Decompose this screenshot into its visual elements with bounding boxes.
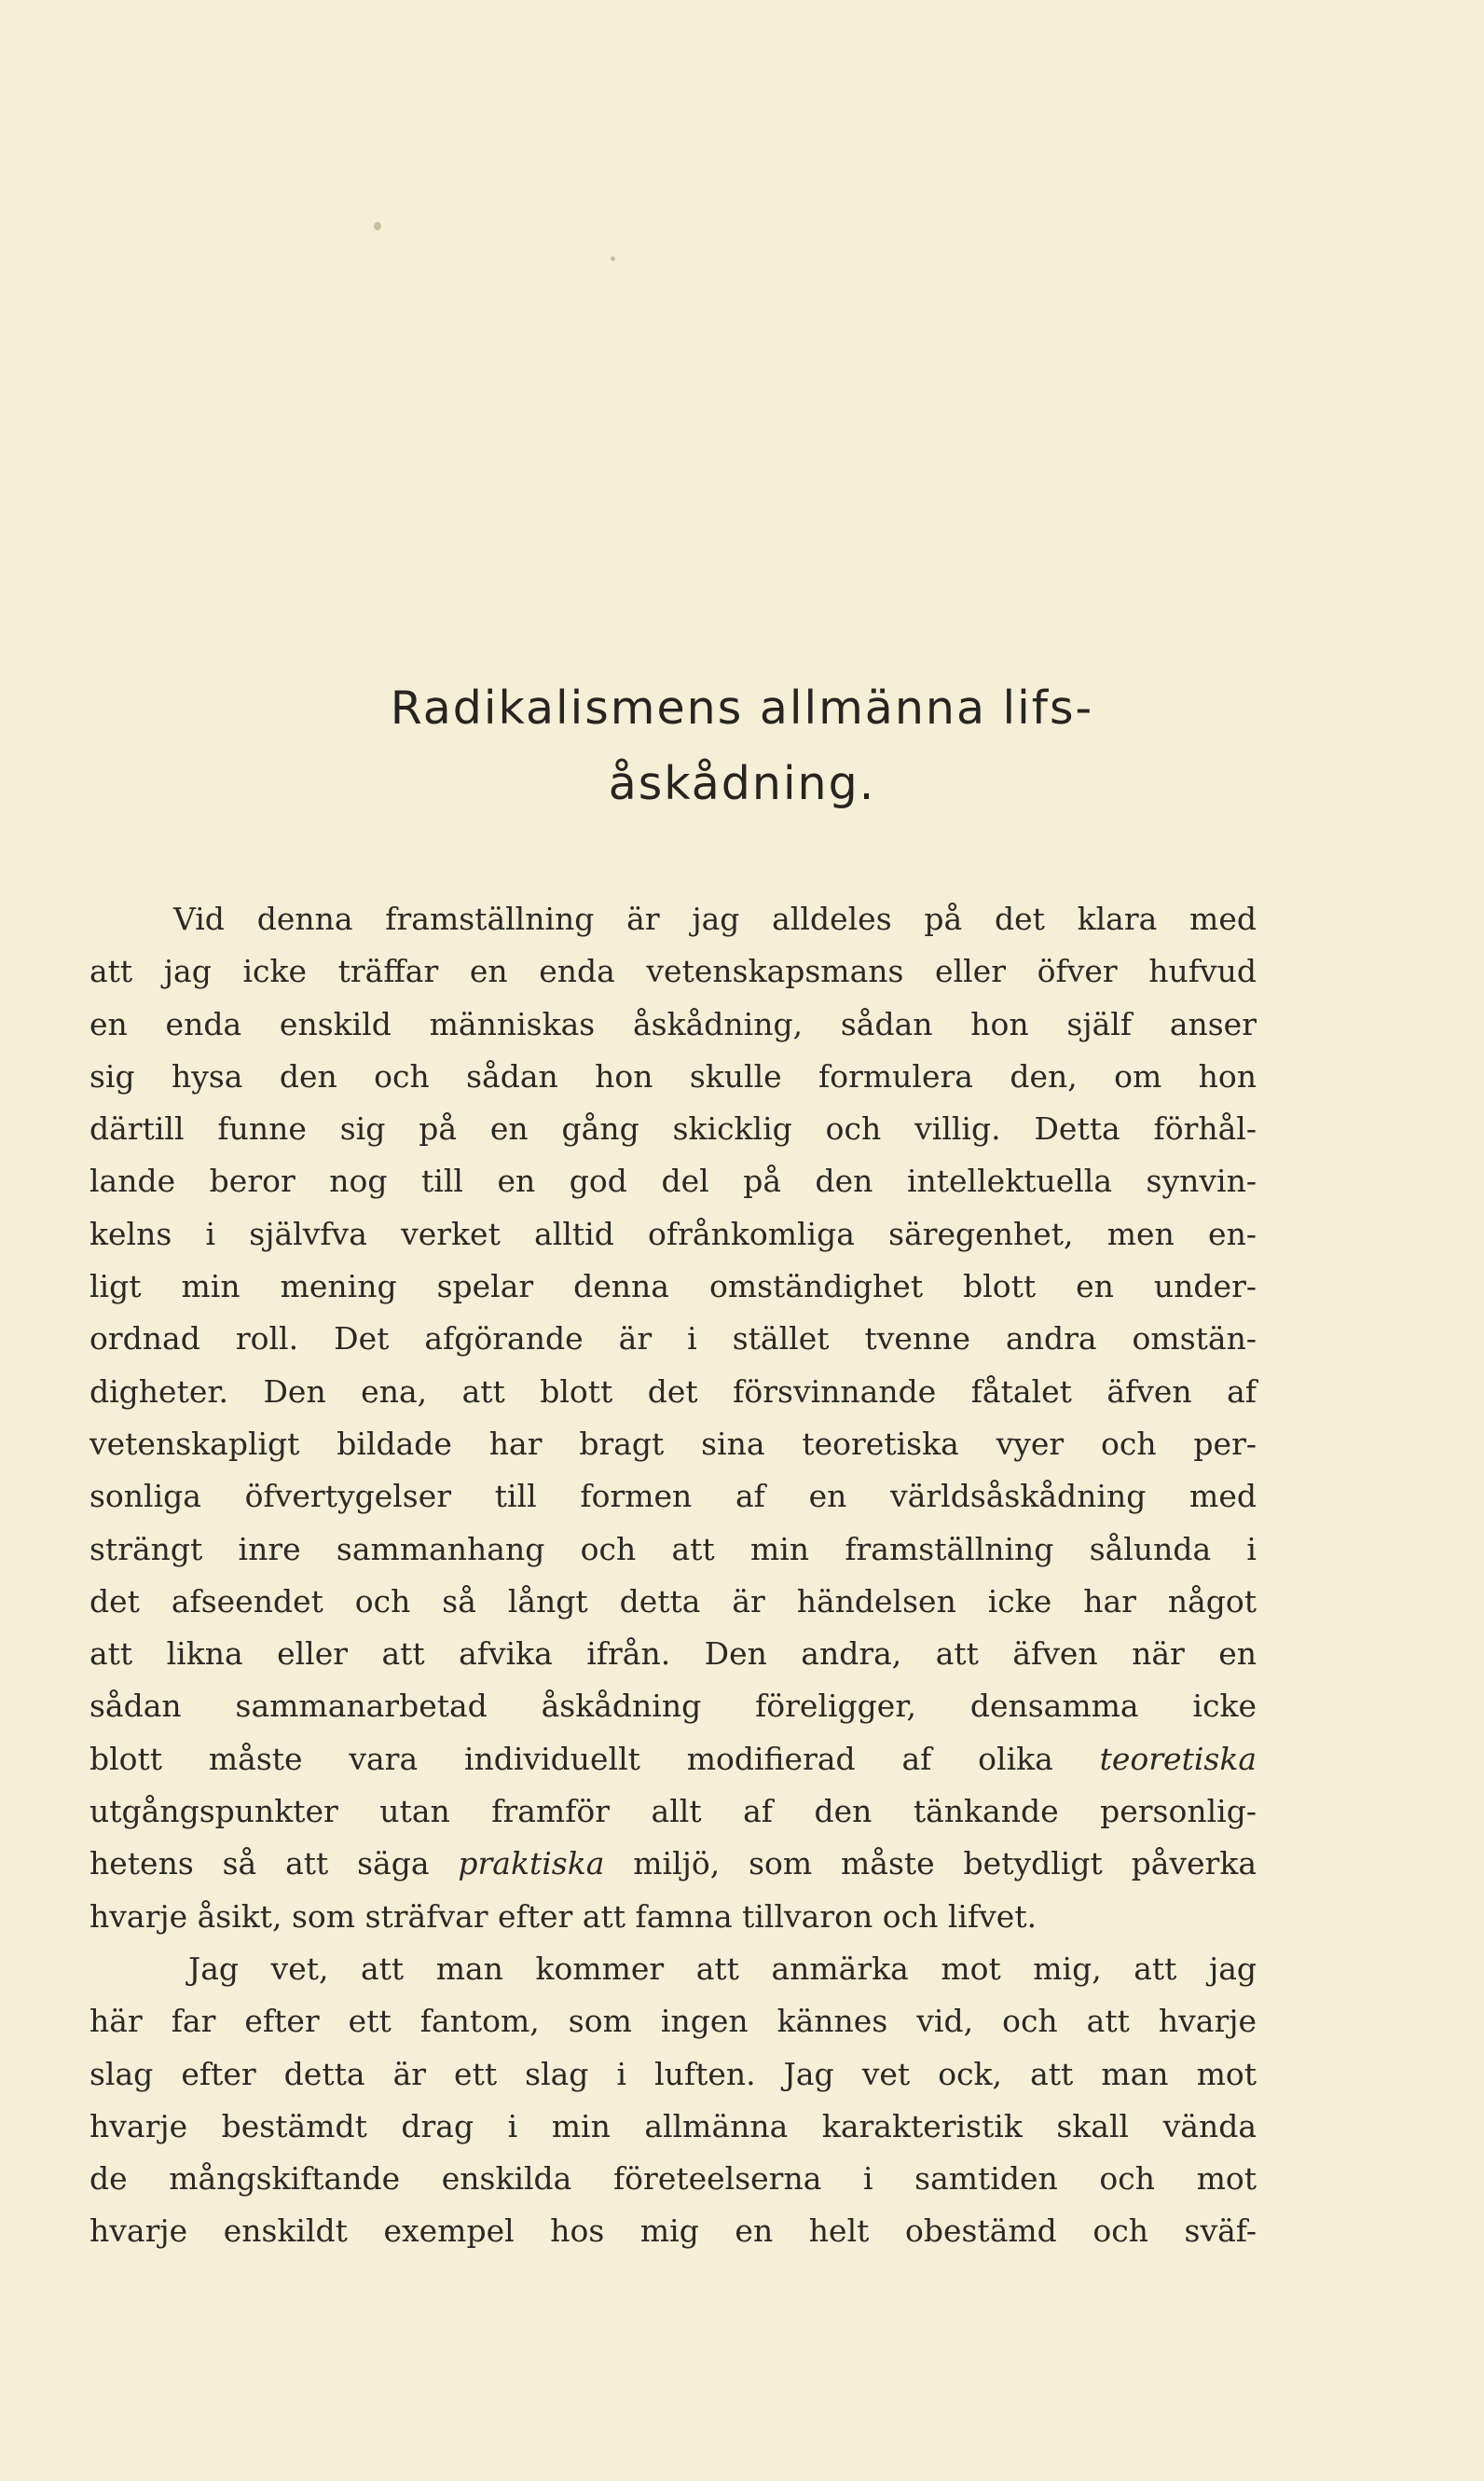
- text-segment: sådan sammanarbetad åskådning föreligger, densamma icke: [89, 1688, 1257, 1725]
- italic-word: teoretiska: [1099, 1740, 1257, 1777]
- text-segment: kelns i självfva verket alltid ofrånkomliga säregenhet, men en-: [89, 1215, 1257, 1252]
- text-line: [89, 2153, 1257, 2205]
- text-line: [89, 1733, 1257, 1785]
- text-segment: därtill funne sig på en gång skicklig och villig. Detta förhål-: [89, 1110, 1257, 1148]
- text-segment: Vid denna framställning är jag alldeles på det klara med: [173, 901, 1257, 937]
- text-line: [89, 999, 1257, 1051]
- text-line: [89, 1628, 1257, 1680]
- text-segment: de mångskiftande enskilda företeelserna i samtiden och mot: [89, 2160, 1257, 2198]
- text-segment: vetenskapligt bildade har bragt sina teoretiska vyer och per-: [89, 1425, 1257, 1462]
- text-segment: det afseendet och så långt detta är händelsen icke har något: [89, 1582, 1257, 1620]
- text-line: [89, 2101, 1257, 2153]
- text-line: [89, 1995, 1257, 2047]
- text-segment: slag efter detta är ett slag i luften. Jag vet ock, att man mot: [89, 2055, 1257, 2092]
- paragraph-1: [89, 893, 1257, 1943]
- text-line: [89, 1891, 1257, 1943]
- text-line: [89, 1261, 1257, 1313]
- text-segment: miljö, som måste betydligt påverka: [604, 1845, 1257, 1882]
- paragraph-2: [89, 1943, 1257, 2258]
- text-line: [89, 1838, 1257, 1890]
- text-segment: hvarje enskildt exempel hos mig en helt obestämd och sväf-: [89, 2212, 1257, 2250]
- text-line: [89, 2048, 1257, 2101]
- text-line: [89, 1785, 1257, 1838]
- text-segment: hvarje åsikt, som sträfvar efter att famna tillvaron och lifvet.: [89, 1897, 1037, 1935]
- text-line: [89, 1208, 1257, 1261]
- text-segment: sig hysa den och sådan hon skulle formulera den, om hon: [89, 1057, 1257, 1095]
- text-segment: ordnad roll. Det afgörande är i stället tvenne andra omstän-: [89, 1320, 1257, 1358]
- chapter-title-line-1: Radikalismens allmänna lifs-: [390, 682, 1094, 735]
- text-segment: att likna eller att afvika ifrån. Den andra, att äfven när en: [89, 1635, 1257, 1673]
- paper-spot: [374, 222, 381, 230]
- text-line: [89, 1313, 1257, 1365]
- text-line: [89, 1943, 1257, 1995]
- text-segment: en enda enskild människas åskådning, sådan hon själf anser: [89, 1005, 1257, 1042]
- text-line: [89, 1680, 1257, 1732]
- text-line: [89, 1103, 1257, 1155]
- text-segment: ligt min mening spelar denna omständighet blott en under-: [89, 1268, 1257, 1305]
- text-segment: blott måste vara individuellt modifierad af olika: [89, 1740, 1100, 1777]
- text-line: [89, 1470, 1257, 1523]
- text-segment: lande beror nog till en god del på den intellektuella synvin-: [89, 1163, 1257, 1200]
- text-line: [89, 1418, 1257, 1470]
- text-segment: digheter. Den ena, att blott det försvinnande fåtalet äfven af: [89, 1372, 1257, 1410]
- text-line: [89, 893, 1257, 945]
- text-line: [89, 1051, 1257, 1103]
- text-segment: Jag vet, att man kommer att anmärka mot mig, att jag: [188, 1950, 1257, 1987]
- text-segment: att jag icke träffar en enda vetenskapsmans eller öfver hufvud: [89, 953, 1257, 990]
- text-line: [89, 1155, 1257, 1207]
- text-line: [89, 1576, 1257, 1628]
- chapter-title-line-2: åskådning.: [608, 757, 876, 810]
- text-segment: sonliga öfvertygelser till formen af en världsåskådning med: [89, 1478, 1257, 1515]
- text-line: [89, 945, 1257, 998]
- text-line: [89, 1523, 1257, 1576]
- text-segment: utgångspunkter utan framför allt af den tänkande personlig-: [89, 1793, 1257, 1830]
- text-segment: hvarje bestämdt drag i min allmänna karakteristik skall vända: [89, 2107, 1257, 2144]
- text-line: [89, 1366, 1257, 1418]
- text-segment: strängt inre sammanhang och att min framställning sålunda i: [89, 1530, 1257, 1567]
- text-line: [89, 2205, 1257, 2257]
- text-segment: här far efter ett fantom, som ingen kännes vid, och att hvarje: [89, 2003, 1257, 2040]
- body-text: [89, 893, 1257, 2258]
- text-segment: hetens så att säga: [89, 1845, 459, 1882]
- italic-word: praktiska: [458, 1845, 605, 1882]
- paper-spot: [611, 256, 615, 261]
